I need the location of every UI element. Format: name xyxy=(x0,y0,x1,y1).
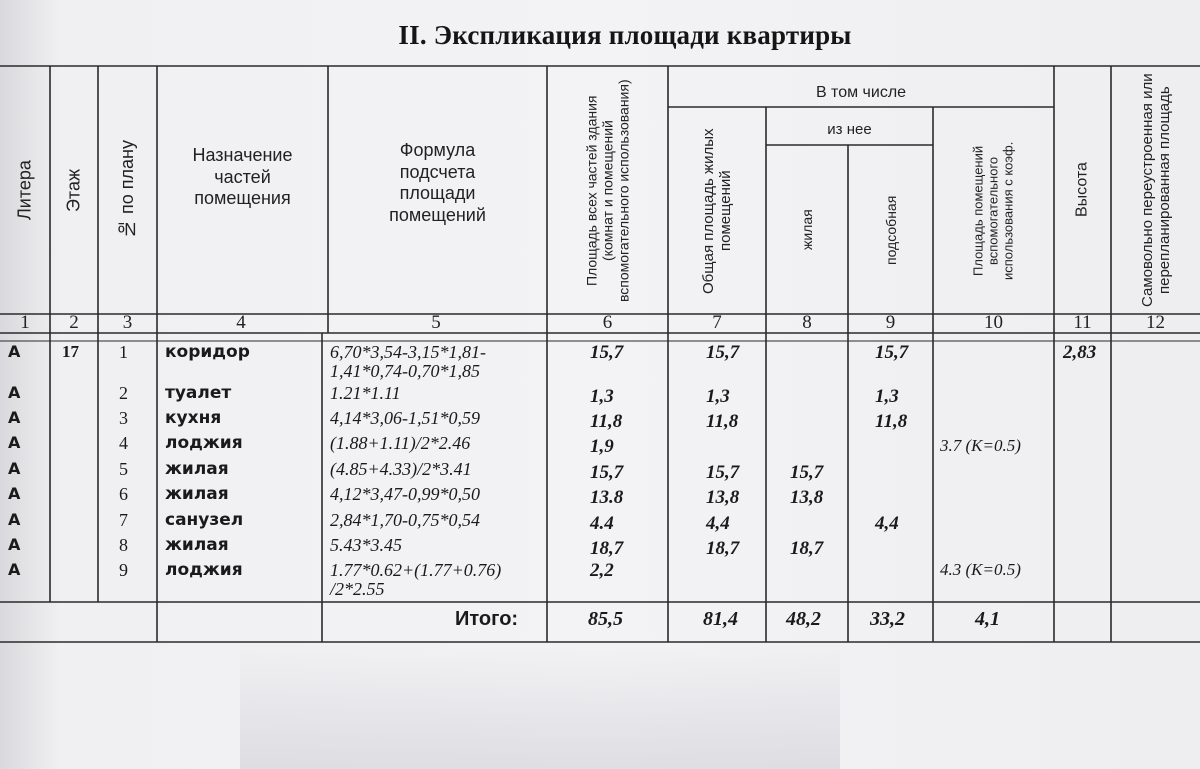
header-naznachenie-text: Назначение частей помещения xyxy=(192,145,293,209)
cell-c8: 15,7 xyxy=(790,462,824,483)
cell-c8: 13,8 xyxy=(790,487,824,508)
cell-c6: 2,2 xyxy=(590,560,614,581)
header-ploshchad-vseh: Площадь всех частей здания (комнат и помещений вспомогательного использования) xyxy=(583,79,632,303)
cell-nomer: 8 xyxy=(119,535,128,555)
cell-naznachenie: санузел xyxy=(165,510,244,530)
header-formula-text: Формула подсчета площади помещений xyxy=(389,140,486,225)
cell-formula: 4,12*3,47-0,99*0,50 xyxy=(330,484,480,504)
cell-nomer: 4 xyxy=(119,433,128,453)
page-title: II. Экспликация площади квартиры xyxy=(398,20,852,50)
cell-naznachenie: лоджия xyxy=(165,433,243,453)
cell-nomer: 7 xyxy=(119,510,128,530)
cell-formula: 5.43*3.45 xyxy=(330,535,402,555)
header-samovolno: Самовольно переустроенная или перепланированная площадь xyxy=(1138,73,1173,307)
cell-formula: 1,41*0,74-0,70*1,85 xyxy=(330,361,480,381)
column-number-1: 1 xyxy=(20,312,30,333)
cell-c6: 13.8 xyxy=(590,487,624,508)
cell-c7: 1,3 xyxy=(706,386,730,407)
total-c7: 81,4 xyxy=(703,608,738,630)
column-number-2: 2 xyxy=(69,312,79,333)
cell-c6: 15,7 xyxy=(590,342,624,363)
cell-nomer: 5 xyxy=(119,459,128,479)
cell-c6: 4.4 xyxy=(590,513,614,534)
total-label: Итого: xyxy=(455,608,519,630)
column-number-5: 5 xyxy=(431,312,441,333)
header-formula xyxy=(370,140,505,226)
cell-litera: А xyxy=(8,484,21,503)
total-c8: 48,2 xyxy=(786,608,821,630)
column-number-11: 11 xyxy=(1073,312,1092,333)
cell-formula: 2,84*1,70-0,75*0,54 xyxy=(330,510,480,530)
total-c9: 33,2 xyxy=(870,608,905,630)
cell-etazh: 17 xyxy=(62,342,79,361)
column-number-4: 4 xyxy=(236,312,246,333)
cell-c6: 18,7 xyxy=(590,538,624,559)
cell-litera: А xyxy=(8,510,21,529)
header-vspomogatelnaya: Площадь помещений вспомогательного использования с коэф. xyxy=(970,141,1016,281)
header-iz-nee: из нее xyxy=(827,121,872,138)
header-etazh: Этаж xyxy=(63,168,84,212)
cell-litera: А xyxy=(8,459,21,478)
cell-naznachenie: коридор xyxy=(165,342,250,362)
cell-nomer: 6 xyxy=(119,484,128,504)
header-zhilaya: жилая xyxy=(798,209,815,251)
cell-nomer: 2 xyxy=(119,383,128,403)
cell-formula: 6,70*3,54-3,15*1,81- xyxy=(330,342,486,362)
total-c10: 4,1 xyxy=(975,608,1000,630)
cell-c7: 11,8 xyxy=(706,411,739,432)
header-obshchaya: Общая площадь жилых помещений xyxy=(699,128,734,294)
column-number-10: 10 xyxy=(984,312,1003,333)
cell-formula: 4,14*3,06-1,51*0,59 xyxy=(330,408,480,428)
column-number-3: 3 xyxy=(122,312,133,333)
cell-litera: А xyxy=(8,535,21,554)
cell-c7: 15,7 xyxy=(706,342,740,363)
cell-c6: 1,9 xyxy=(590,436,614,457)
cell-c9: 11,8 xyxy=(875,411,908,432)
cell-formula: /2*2.55 xyxy=(330,579,385,599)
cell-formula: 1.77*0.62+(1.77+0.76) xyxy=(330,560,502,580)
cell-c11: 2,83 xyxy=(1063,342,1097,363)
cell-c7: 18,7 xyxy=(706,538,740,559)
cell-litera: А xyxy=(8,408,21,427)
cell-naznachenie: жилая xyxy=(165,484,229,504)
cell-c10: 4.3 (K=0.5) xyxy=(940,560,1021,579)
cell-litera: А xyxy=(8,433,21,452)
column-number-12: 12 xyxy=(1146,312,1165,333)
cell-naznachenie: жилая xyxy=(165,459,229,479)
cell-litera: А xyxy=(8,383,21,402)
cell-c6: 11,8 xyxy=(590,411,623,432)
column-number-6: 6 xyxy=(602,312,613,333)
cell-c8: 18,7 xyxy=(790,538,824,559)
cell-c10: 3.7 (K=0.5) xyxy=(940,436,1021,455)
header-v-tom-chisle: В том числе xyxy=(815,84,907,101)
cell-naznachenie: туалет xyxy=(165,383,232,403)
cell-c7: 4,4 xyxy=(706,513,730,534)
cell-nomer: 9 xyxy=(119,560,128,580)
cell-formula: (1.88+1.11)/2*2.46 xyxy=(330,433,471,453)
cell-nomer: 3 xyxy=(119,408,128,428)
cell-c7: 15,7 xyxy=(706,462,740,483)
cell-litera: А xyxy=(8,342,21,361)
cell-nomer: 1 xyxy=(119,342,128,362)
header-vysota: Высота xyxy=(1073,162,1091,218)
cell-c9: 1,3 xyxy=(875,386,899,407)
column-number-9: 9 xyxy=(885,312,896,333)
header-podsobnaya: подсобная xyxy=(882,195,899,265)
cell-naznachenie: лоджия xyxy=(165,560,243,580)
header-naznachenie xyxy=(165,145,320,210)
cell-naznachenie: кухня xyxy=(165,408,222,428)
cell-naznachenie: жилая xyxy=(165,535,229,555)
header-litera: Литера xyxy=(14,160,35,220)
header-nomer: № по плану xyxy=(117,140,138,240)
cell-c9: 4,4 xyxy=(875,513,899,534)
cell-formula: 1.21*1.11 xyxy=(330,383,401,403)
column-number-8: 8 xyxy=(802,312,812,333)
cell-c6: 15,7 xyxy=(590,462,624,483)
total-c6: 85,5 xyxy=(588,608,623,630)
cell-c7: 13,8 xyxy=(706,487,740,508)
cell-litera: А xyxy=(8,560,21,579)
cell-formula: (4.85+4.33)/2*3.41 xyxy=(330,459,472,479)
column-number-7: 7 xyxy=(712,312,722,333)
cell-c6: 1,3 xyxy=(590,386,614,407)
cell-c9: 15,7 xyxy=(875,342,909,363)
